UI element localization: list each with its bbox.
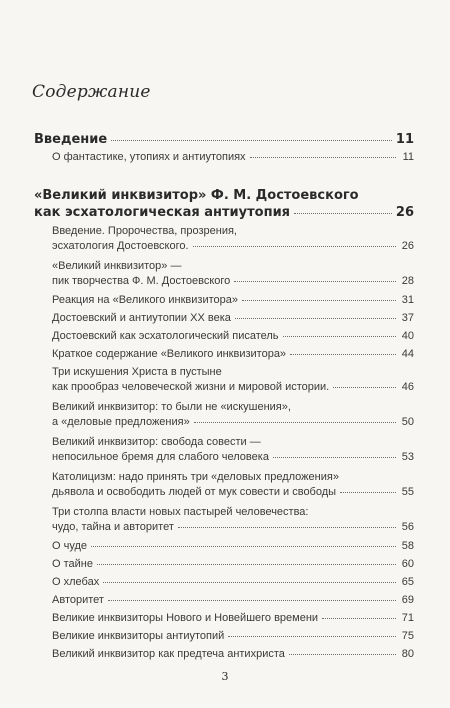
- toc-entry-sub: [0, 630, 450, 648]
- dot-leader: [322, 618, 396, 619]
- dot-leader: [289, 654, 396, 655]
- toc-entry-label: Достоевский как эсхатологический писатель: [52, 330, 279, 342]
- toc-entry-page: 26: [401, 240, 414, 252]
- toc-entry-line: [52, 240, 414, 258]
- toc-entry-label: как прообраз человеческой жизни и мировой истории.: [52, 381, 330, 393]
- toc-entry-line: [52, 381, 414, 399]
- toc-entry-label: Великие инквизиторы Нового и Новейшего времени: [52, 612, 319, 624]
- dot-leader: [178, 527, 396, 528]
- page-number: 3: [221, 670, 229, 683]
- toc-entry-sub: [0, 416, 450, 434]
- toc-entry-line: [52, 416, 414, 434]
- toc-entry-label: а «деловые предложения»: [52, 416, 190, 428]
- toc-entry-sub: [0, 275, 450, 293]
- toc-entry-line: [52, 312, 414, 330]
- toc-entry-line: [52, 330, 414, 348]
- toc-entry-label: как эсхатологическая антиутопия: [34, 205, 291, 220]
- toc-entry-page: 60: [401, 558, 414, 570]
- dot-leader: [228, 636, 396, 637]
- toc-entry-main: [0, 205, 450, 223]
- toc-entry-line: [52, 348, 414, 366]
- dot-leader: [234, 281, 396, 282]
- toc-entry-sub: [0, 612, 450, 630]
- toc-entry-line: [52, 540, 414, 558]
- toc-entry-line: Введение. Пророчества, прозрения,: [52, 225, 237, 237]
- toc-entry-page: 69: [401, 594, 414, 606]
- toc-entry-line: Великий инквизитор: то были не «искушения»,: [52, 401, 291, 413]
- toc-entry-sub: [0, 151, 450, 169]
- toc-entry-line: Католицизм: надо принять три «деловых предложения»: [52, 471, 339, 483]
- toc-entry-sub: [0, 594, 450, 612]
- toc-entry-sub: [0, 240, 450, 258]
- toc-entry-line: Три искушения Христа в пустыне: [52, 366, 222, 378]
- toc-entry-label: Реакция на «Великого инквизитора»: [52, 294, 238, 306]
- toc-entry-line: «Великий инквизитор» Ф. М. Достоевского: [34, 188, 359, 203]
- toc-entry-page: 75: [401, 630, 414, 642]
- toc-entry-line: [52, 576, 414, 594]
- toc-entry-sub: [0, 576, 450, 594]
- dot-leader: [283, 336, 396, 337]
- toc-entry-sub: [0, 312, 450, 330]
- toc-entry-page: 53: [401, 451, 414, 463]
- toc-entry-line: [52, 558, 414, 576]
- toc-entry-sub: [0, 648, 450, 666]
- toc-entry-page: 31: [401, 294, 414, 306]
- toc-entry-line: [52, 521, 414, 539]
- dot-leader: [242, 300, 396, 301]
- toc-entry-line: [52, 151, 414, 169]
- toc-entry-line: [52, 648, 414, 666]
- dot-leader: [193, 246, 396, 247]
- dot-leader: [290, 354, 396, 355]
- toc-entry-label: эсхатология Достоевского.: [52, 240, 189, 252]
- toc-entry-sub: [0, 521, 450, 539]
- dot-leader: [111, 140, 392, 141]
- toc-entry-sub: [0, 381, 450, 399]
- toc-entry-line: Три столпа власти новых пастырей человечества:: [52, 506, 309, 518]
- toc-entry-page: 55: [401, 486, 414, 498]
- toc-entry-page: 71: [401, 612, 414, 624]
- toc-entry-label: О хлебах: [52, 576, 100, 588]
- toc-entry-label: Краткое содержание «Великого инквизитора»: [52, 348, 287, 360]
- toc-entry-sub: [0, 451, 450, 469]
- toc-entry-line: [52, 630, 414, 648]
- toc-entry-label: Достоевский и антиутопии XX века: [52, 312, 231, 324]
- toc-entry-line: [52, 594, 414, 612]
- toc-entry-page: 11: [402, 151, 414, 163]
- toc-entry-label: дьявола и освободить людей от мук совести и свободы: [52, 486, 337, 498]
- toc-entry-page: 40: [401, 330, 414, 342]
- dot-leader: [235, 318, 396, 319]
- toc-entry-sub: [0, 348, 450, 366]
- toc-entry-label: Великие инквизиторы антиутопий: [52, 630, 225, 642]
- toc-entry-page: 65: [401, 576, 414, 588]
- toc-entry-sub: [0, 486, 450, 504]
- toc-entry-line: [52, 275, 414, 293]
- dot-leader: [333, 387, 396, 388]
- toc-entry-line: «Великий инквизитор» —: [52, 260, 182, 272]
- toc-entry-line: [34, 205, 414, 223]
- toc-entry-line: [52, 451, 414, 469]
- dot-leader: [91, 546, 396, 547]
- toc-entry-page: 46: [401, 381, 414, 393]
- toc-entry-sub: [0, 294, 450, 312]
- toc-entry-sub: [0, 330, 450, 348]
- toc-entry-page: 56: [401, 521, 414, 533]
- toc-entry-page: 44: [401, 348, 414, 360]
- toc-entry-label: Авторитет: [52, 594, 104, 606]
- toc-entry-sub: [0, 540, 450, 558]
- toc-entry-main: [0, 132, 450, 150]
- toc-entry-line: Великий инквизитор: свобода совести —: [52, 436, 261, 448]
- toc-entry-line: [34, 132, 414, 150]
- dot-leader: [194, 422, 396, 423]
- toc-entry-page: 11: [395, 132, 414, 147]
- toc-entry-sub: [0, 558, 450, 576]
- toc-entry-page: 37: [401, 312, 414, 324]
- dot-leader: [273, 457, 396, 458]
- dot-leader: [340, 492, 396, 493]
- toc-title: Содержание: [32, 82, 151, 102]
- toc-entry-page: 80: [401, 648, 414, 660]
- toc-entry-main: [0, 188, 450, 206]
- toc-entry-line: [52, 294, 414, 312]
- toc-entry-page: 28: [401, 275, 414, 287]
- toc-entry-label: непосильное бремя для слабого человека: [52, 451, 269, 463]
- toc-entry-label: Введение: [34, 132, 108, 147]
- dot-leader: [294, 213, 392, 214]
- toc-entry-line: [52, 486, 414, 504]
- toc-entry-label: О чуде: [52, 540, 88, 552]
- toc-entry-label: О фантастике, утопиях и антиутопиях: [52, 151, 246, 163]
- toc-entry-line: [52, 612, 414, 630]
- toc-entry-label: пик творчества Ф. М. Достоевского: [52, 275, 231, 287]
- toc-entry-label: О тайне: [52, 558, 93, 570]
- dot-leader: [250, 157, 396, 158]
- toc-entry-label: чудо, тайна и авторитет: [52, 521, 174, 533]
- toc-entry-label: Великий инквизитор как предтеча антихриста: [52, 648, 285, 660]
- toc-entry-page: 58: [401, 540, 414, 552]
- dot-leader: [103, 582, 396, 583]
- toc-entry-page: 26: [395, 205, 414, 220]
- dot-leader: [108, 600, 396, 601]
- dot-leader: [97, 564, 396, 565]
- toc-entry-page: 50: [401, 416, 414, 428]
